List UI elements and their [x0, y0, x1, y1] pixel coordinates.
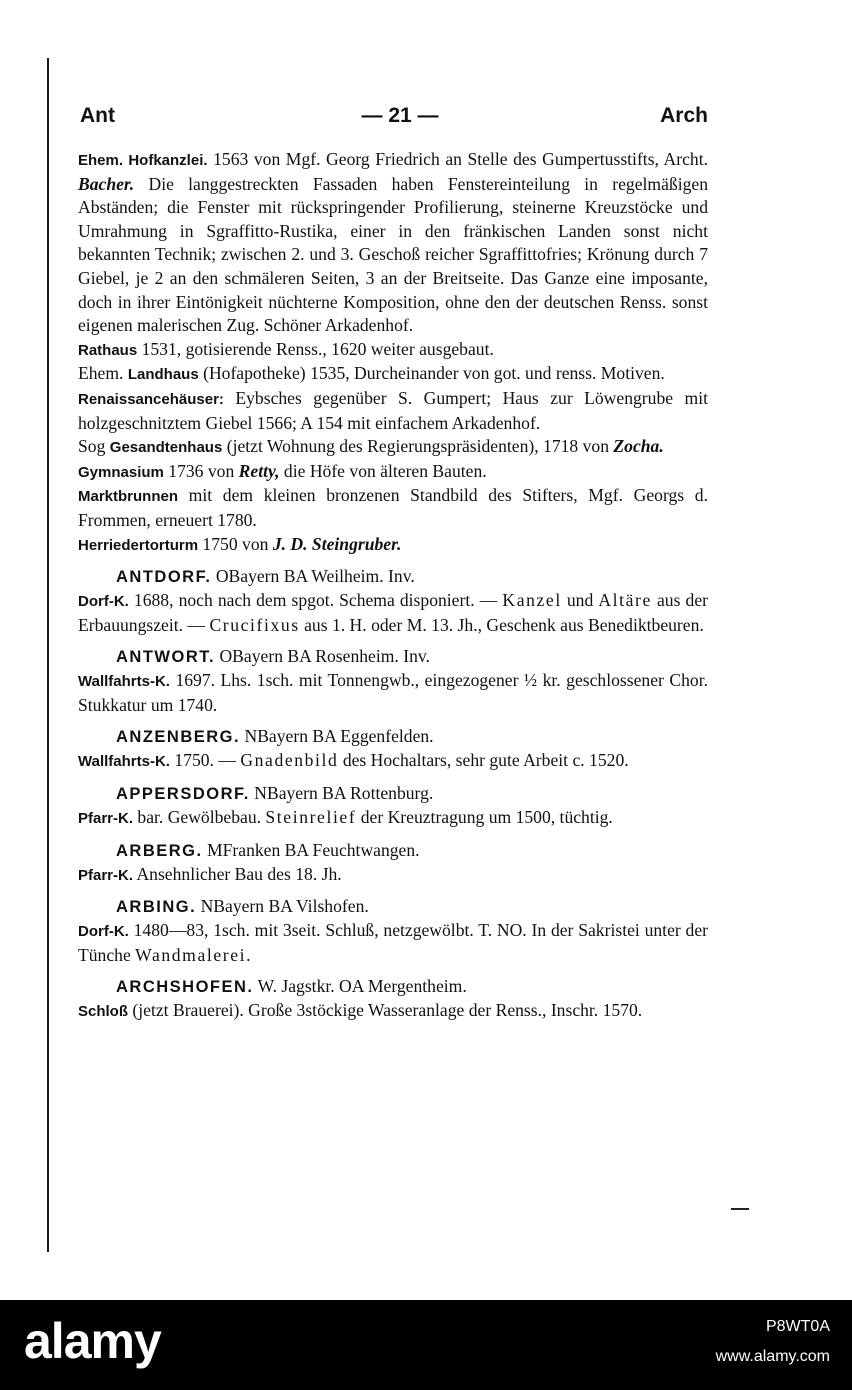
spaced-term: Gnadenbild [240, 750, 339, 771]
entry-text: und [561, 590, 599, 611]
entry-keyword: Landhaus [127, 366, 199, 384]
entry-herriedertorturm [78, 533, 708, 558]
running-header [80, 104, 708, 136]
place-entry [78, 669, 708, 717]
brand-logo: alamy [24, 1313, 161, 1369]
entry-text: 1688, noch nach dem spgot. Schema disponiert. — [128, 590, 503, 611]
place-entry [78, 863, 708, 888]
place-info: MFranken BA Feuchtwangen. [202, 839, 420, 860]
place-info: OBayern BA Rosenheim. Inv. [215, 646, 430, 667]
entry-keyword: Marktbrunnen [78, 488, 179, 506]
spaced-term: Steinrelief [265, 807, 357, 828]
entry-text: 1750. — [169, 750, 241, 771]
place-entry [78, 806, 708, 831]
entry-text: aus der Erbauungszeit. — [78, 590, 708, 635]
entry-text: bar. Gewölbebau. [133, 807, 266, 828]
entry-keyword: Herriedertorturm [78, 536, 199, 554]
header-right: Arch [660, 104, 708, 127]
place-heading [78, 637, 708, 669]
entry-text: (jetzt Wohnung des Regierungspräsidenten), 1718 von [222, 436, 614, 457]
place-entry [78, 749, 708, 774]
entry-text: 1736 von [163, 460, 239, 481]
spaced-term: Wandmalerei. [135, 944, 253, 965]
entry-keyword: Gesandtenhaus [109, 439, 223, 457]
entry-text: Eybsches gegenüber S. Gumpert; Haus zur Löwengrube mit holzgeschnitztem Giebel 1566; A 154 mit einfachem Arkadenhof. [78, 387, 708, 433]
entry-landhaus [78, 362, 708, 387]
place-heading [78, 887, 708, 919]
site-url: www.alamy.com [715, 1348, 830, 1365]
entry-text: Die langgestreckten Fassaden haben Fenstereinteilung in regelmäßigen Abständen; die Fenster mit rückspringender Profilierung, steinerne Kreuzstöcke und Umrahmung in Sgraffitto-Rustika, einer in den fränkischen Landen sonst nicht bekannten Technik; zwischen 2. und 3. Geschoß reicher Sgraffittofries; Krönung durch 7 Giebel, je 2 an den schmäleren Seiten, 3 an der Breitseite. Das Ganze eine imposante, doch in ihrer Eintönigkeit nüchterne Komposition, ohne den der deutschen Renss. sonst eigenen malerischen Zug. Schöner Arkadenhof. [78, 173, 708, 336]
spaced-term: Altäre [598, 590, 652, 611]
place-info: NBayern BA Rottenburg. [249, 783, 434, 804]
artist-name: J. D. Steingruber. [272, 533, 402, 554]
place-name: ANZENBERG. [116, 728, 241, 747]
entry-text: 1697. Lhs. 1sch. mit Tonnengwb., eingezogener ½ kr. geschlossener Chor. Stukkatur um 1740. [78, 670, 708, 715]
place-name: ARCHSHOFEN. [116, 978, 254, 997]
entry-gymnasium [78, 460, 708, 485]
place-entry [78, 999, 708, 1024]
entry-keyword: Pfarr-K. [78, 866, 134, 884]
entry-hofkanzlei [78, 148, 708, 338]
entry-text: (jetzt Brauerei). Große 3stöckige Wasseranlage der Renss., Inschr. 1570. [128, 1000, 643, 1021]
entry-keyword: Schloß [78, 1003, 129, 1021]
entry-text: mit dem kleinen bronzenen Standbild des Stifters, Mgf. Georgs d. Frommen, erneuert 1780. [78, 485, 708, 530]
place-heading [78, 717, 708, 749]
watermark-footer [0, 1300, 852, 1390]
place-entry [78, 919, 708, 967]
entry-text: 1531, gotisierende Renss., 1620 weiter ausgebaut. [137, 338, 494, 359]
entry-keyword: Ehem. Hofkanzlei. [78, 152, 208, 169]
image-code: P8WT0A [765, 1318, 830, 1335]
place-info: OBayern BA Weilheim. Inv. [211, 566, 415, 587]
place-name: APPERSDORF. [116, 785, 250, 804]
place-name: ARBERG. [116, 841, 203, 860]
entry-prefix: Sog [78, 436, 110, 457]
right-margin-mark [731, 1208, 749, 1210]
header-left: Ant [80, 104, 115, 127]
entry-keyword: Dorf-K. [78, 923, 129, 941]
entry-keyword: Dorf-K. [78, 593, 129, 611]
entry-keyword: Wallfahrts-K. [78, 673, 170, 691]
artist-name: Bacher. [78, 173, 135, 194]
place-info: NBayern BA Eggenfelden. [240, 726, 434, 747]
entry-renaissancehaeuser [78, 387, 708, 435]
page-body [78, 148, 708, 1024]
place-name: ARBING. [116, 898, 197, 917]
entry-keyword: Wallfahrts-K. [78, 753, 170, 771]
entry-text: aus 1. H. oder M. 13. Jh., Geschenk aus Benediktbeuren. [299, 614, 704, 635]
artist-name: Zocha. [613, 436, 664, 457]
entry-marktbrunnen [78, 484, 708, 532]
entry-text: des Hochaltars, sehr gute Arbeit c. 1520. [338, 750, 629, 771]
place-heading [78, 831, 708, 863]
place-heading [78, 557, 708, 589]
entry-text: der Kreuztragung um 1500, tüchtig. [356, 807, 613, 828]
entry-keyword: Renaissancehäuser: [78, 390, 224, 408]
place-info: NBayern BA Vilshofen. [196, 896, 369, 917]
entry-gesandtenhaus [78, 435, 708, 460]
entry-keyword: Pfarr-K. [78, 810, 134, 828]
entry-text: die Höfe von älteren Bauten. [279, 460, 487, 481]
entry-text: 1480—83, 1sch. mit 3seit. Schluß, netzgewölbt. T. NO. In der Sakristei unter der Tünche [78, 920, 708, 965]
left-margin-line [47, 58, 49, 1252]
place-info: W. Jagstkr. OA Mergentheim. [253, 976, 467, 997]
entry-prefix: Ehem. [78, 363, 128, 384]
artist-name: Retty, [238, 460, 280, 481]
entry-keyword: Rathaus [78, 341, 138, 359]
place-heading [78, 967, 708, 999]
entry-rathaus [78, 338, 708, 363]
page-number: — 21 — [361, 104, 439, 127]
entry-text: (Hofapotheke) 1535, Durcheinander von got. und renss. Motiven. [198, 363, 665, 384]
place-name: ANTWORT. [116, 648, 216, 667]
entry-keyword: Gymnasium [78, 463, 164, 481]
spaced-term: Crucifixus [209, 614, 300, 635]
spaced-term: Kanzel [502, 590, 562, 611]
place-name: ANTDORF. [116, 568, 212, 587]
entry-text: 1750 von [198, 533, 273, 554]
place-entry [78, 589, 708, 637]
entry-text: Ansehnlicher Bau des 18. Jh. [133, 863, 342, 884]
place-heading [78, 774, 708, 806]
entry-text: 1563 von Mgf. Georg Friedrich an Stelle des Gumpertusstifts, Archt. [207, 149, 708, 169]
